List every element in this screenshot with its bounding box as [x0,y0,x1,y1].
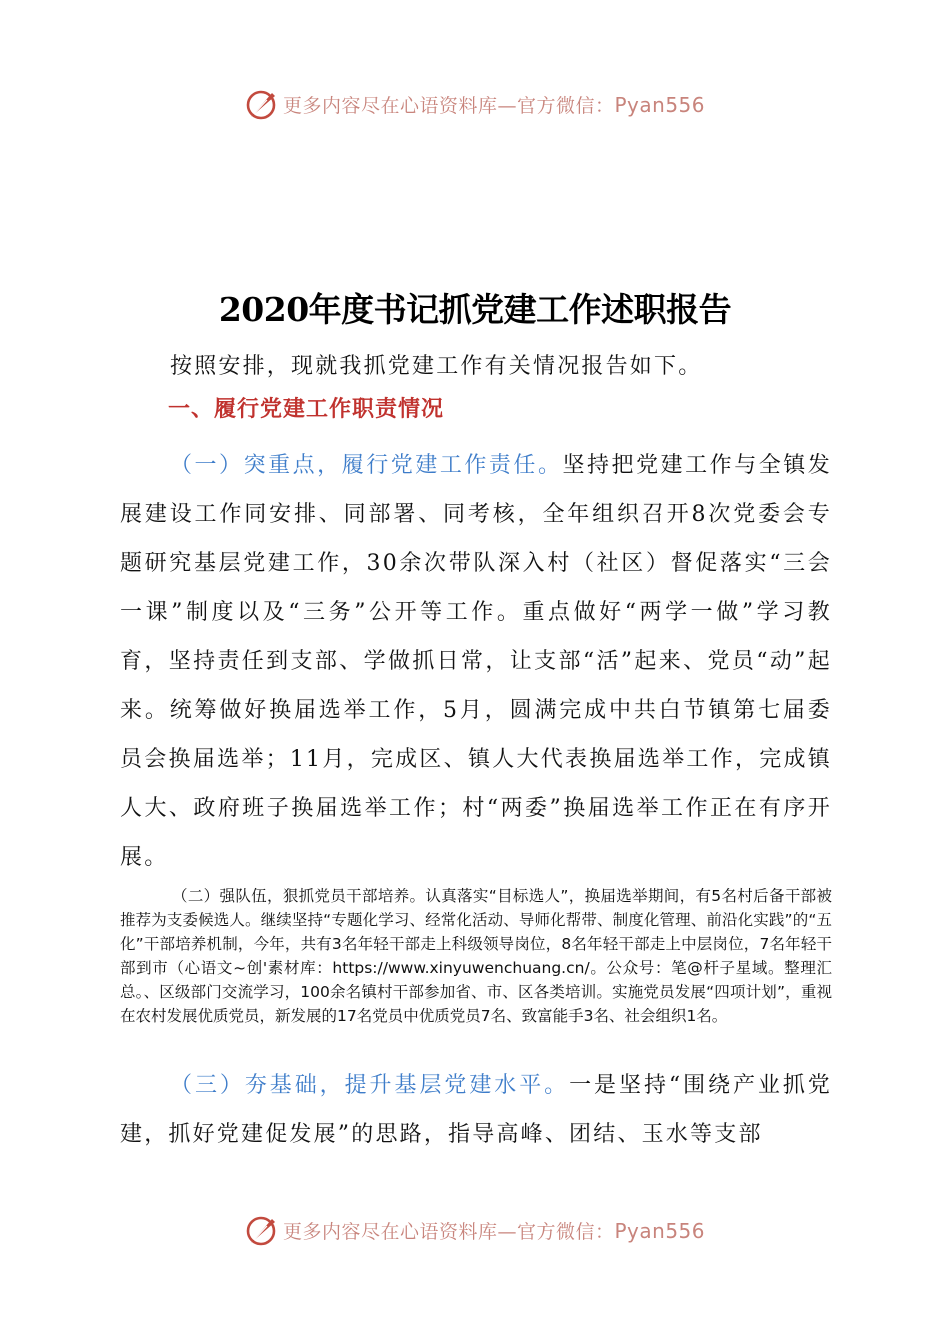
paragraph-2: （二）强队伍，狠抓党员干部培养。认真落实“目标选人”，换届选举期间，有5名村后备干部被推荐为支委候选人。继续坚持“专题化学习、经常化活动、导师化帮带、制度化管理、前沿化实践”的“五化”干部培养机制，今年，共有3名年轻干部走上科级领导岗位，8名年轻干部走上中层岗位，7名年轻干部到市（心语文~创'素材库：https://www.xinyuwenchuang.cn/。公众号：笔@杆子星域。整理汇总。、区级部门交流学习，100余名镇村干部参加省、市、区各类培训。实施党员发展“四项计划”，重视在农村发展优质党员，新发展的17名党员中优质党员7名、致富能手3名、社会组织1名。 [120,887,832,1025]
intro-paragraph: 按照安排，现就我抓党建工作有关情况报告如下。 [170,354,703,379]
paragraph-3-lead: （三）夯基础，提升基层党建水平。 [170,1073,570,1098]
paragraph-1-lead: （一）突重点，履行党建工作责任。 [170,453,563,478]
page-title: 2020年度书记抓党建工作述职报告 [218,290,732,330]
paragraph-3-body: 一是坚持“围绕产业抓党建，抓好党建促发展”的思路，指导高峰、团结、玉水等支部 [120,1073,832,1147]
paragraph-3 [120,1061,832,1159]
watermark-text: 更多内容尽在心语资料库—官方微信：Pyan556 [282,92,706,117]
header-watermark [0,82,950,126]
footer-watermark [0,1208,950,1252]
watermark-brand: Pyan556 [614,1218,706,1243]
paragraph-1-body: 坚持把党建工作与全镇发展建设工作同安排、同部署、同考核，全年组织召开8次党委会专题研究基层党建工作，30余次带队深入村（社区）督促落实“三会一课”制度以及“三务”公开等工作。重点做好“两学一做”学习教育，坚持责任到支部、学做抓日常，让支部“活”起来、党员“动”起来。统筹做好换届选举工作，5月，圆满完成中共白节镇第七届委员会换届选举；11月，完成区、镇人大代表换届选举工作，完成镇人大、政府班子换届选举工作；村“两委”换届选举工作正在有序开展。 [120,453,833,870]
watermark-brand: Pyan556 [614,92,706,117]
quill-pen-logo-icon [245,1213,279,1247]
watermark-text: 更多内容尽在心语资料库—官方微信：Pyan556 [282,1218,706,1243]
section-heading: 一、履行党建工作职责情况 [168,397,445,422]
paragraph-1 [120,441,832,882]
quill-pen-logo-icon [245,87,279,121]
